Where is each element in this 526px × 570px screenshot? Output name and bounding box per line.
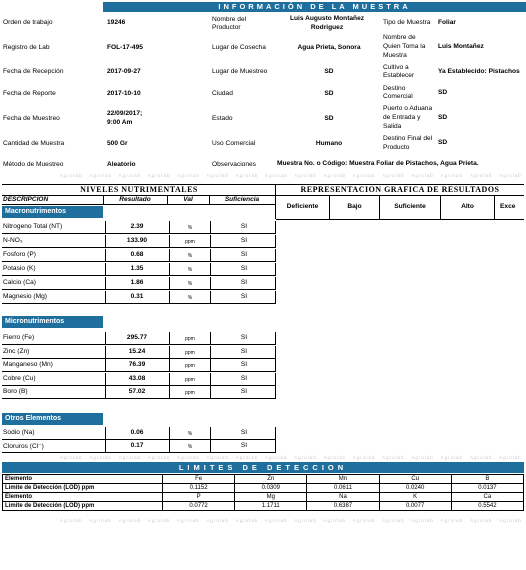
lod-cell: 0.0137 [451,484,523,493]
nutrient-unit: % [187,444,193,450]
lod-cell: 1.1711 [235,502,307,511]
cantidad-value: 500 Gr [107,140,128,147]
puerto-value: SD [438,114,448,121]
productor-value-2: Rodriguez [310,24,344,31]
productor-label-2: Productor [212,24,241,31]
nutrient-name: Fierro (Fe) [3,334,35,341]
lod-cell: 0.0309 [235,484,307,493]
puerto-label-1: Puerto o Aduana [383,105,433,112]
recepcion-value: 2017-09-27 [107,68,141,75]
element-cell: Mg [235,493,307,502]
nutrient-name: Fosforo (P) [3,251,36,258]
element-cell: Fe [163,475,235,484]
element-cell: B [451,475,523,484]
registro-label: Registro de Lab [3,44,50,51]
watermark-row: Agrolab Agrolab Agrolab Agrolab Agrolab Agrolab Agrolab Agrolab Agrolab Agrolab Agrolab Agrolab Agrolab Agrolab Agrolab Agrolab [60,455,522,460]
nutrient-name: Zinc (Zn) [3,347,30,355]
nutrient-name: Manganeso (Mn) [3,361,53,368]
quien-value: Luis Montañez [438,43,484,50]
recepcion-label: Fecha de Recepción [3,68,64,75]
elemento-header: Elemento [3,493,163,502]
cosecha-label: Lugar de Cosecha [212,44,266,51]
uso-value: Humano [315,140,343,147]
uso-label: Uso Comercial [212,140,256,147]
orden-label: Orden de trabajo [3,19,53,26]
lod-cell: 0.5542 [451,502,523,511]
table-row [3,502,524,511]
productor-label-1: Nombre del [212,16,247,23]
cantidad-label: Cantidad de Muestra [3,140,65,147]
lod-header: Limite de Detección (LOD) ppm [3,484,163,493]
quien-label-3: Muestra [383,52,407,59]
info-header: INFORMACIÓN DE LA MUESTRA [103,2,526,12]
element-cell: Cu [379,475,451,484]
destino-label-1: Destino [383,85,406,92]
nutrient-unit: % [187,267,193,273]
limites-title: LIMITES DE DETECCION [2,462,524,473]
cultivo-label-1: Cultivo a [383,64,409,71]
table-row [2,222,276,234]
destino-label-2: Comercial [383,93,413,100]
nutrient-unit: ppm [185,336,195,342]
grafica-col-alto: Alto [461,203,474,210]
estado-label: Estado [212,115,233,122]
col-resultado: Resultado [119,196,151,203]
nutrient-unit: % [187,225,193,231]
nutrient-unit: % [187,295,193,301]
nutrient-suficiencia: SI [240,251,248,258]
nutrient-name: Magnesio (Mg) [3,293,47,300]
final-value: SD [438,139,448,146]
nutrient-unit: % [187,253,193,259]
lod-cell: 0.0077 [379,502,451,511]
macro-section-title: Macronutrimentos [2,206,103,218]
element-cell: K [379,493,451,502]
nutrient-name: Cobre (Cu) [3,374,36,382]
reporte-label: Fecha de Reporte [3,90,56,97]
element-cell: Mn [307,475,379,484]
grafica-col-exceso: Exce [500,203,516,210]
table-row [3,484,524,493]
col-suficiencia: Suficiencia [224,196,260,203]
muestreo-value-1: 22/09/2017; [107,110,143,117]
final-label-2: Producto [383,144,410,151]
final-label-1: Destino Final del [383,135,433,142]
grafica-col-deficiente: Deficiente [286,203,319,210]
watermark-row: Agrolab Agrolab Agrolab Agrolab Agrolab Agrolab Agrolab Agrolab Agrolab Agrolab Agrolab Agrolab Agrolab Agrolab Agrolab Agrolab [60,518,522,523]
table-row [2,278,276,290]
cultivo-label-2: Establecer [383,72,415,79]
quien-label-1: Nombre de [383,34,416,41]
nutrient-result: 1.86 [130,279,144,286]
nutrient-suficiencia: SI [240,374,248,382]
ciudad-label: Ciudad [212,90,233,97]
element-cell: P [163,493,235,502]
lod-header: Limite de Detección (LOD) ppm [3,502,163,511]
grafica-title: REPRESENTACION GRAFICA DE RESULTADOS [300,185,500,194]
nutrient-name: Cloruros (Cl⁻) [3,443,44,450]
nutrient-name: Boro (B) [3,388,28,395]
registro-value: FOL-17-495 [107,44,143,51]
nutrient-suficiencia: SI [240,265,248,272]
estado-value: SD [324,115,334,122]
nutrient-suficiencia: SI [240,223,248,230]
element-cell: Zn [235,475,307,484]
nutrient-result: 1.35 [130,265,144,272]
nutrient-suficiencia: SI [240,429,248,436]
table-row [3,475,524,484]
nutrient-name: Nitrogeno Total (NT) [3,223,63,230]
ciudad-value: SD [324,90,334,97]
table-row [2,360,276,372]
nutrient-suficiencia: SI [240,347,248,355]
table-row [2,292,276,304]
nutrient-suficiencia: SI [240,442,248,449]
nutrient-result: 43.08 [128,374,146,382]
otros-section-title: Otros Elementos [2,413,103,425]
muestreo-label: Fecha de Muestreo [3,115,60,122]
lod-cell: 0.1152 [163,484,235,493]
destino-value: SD [438,89,448,96]
element-cell: Na [307,493,379,502]
watermark-row: Agrolab Agrolab Agrolab Agrolab Agrolab Agrolab Agrolab Agrolab Agrolab Agrolab Agrolab Agrolab Agrolab Agrolab Agrolab Agrolab [60,173,522,178]
nutrient-suficiencia: SI [240,293,248,300]
observaciones-value: Muestra No. o Código: Muestra Foliar de Pistachos, Agua Prieta. [277,160,479,167]
nutrient-name: Potasio (K) [3,265,36,272]
col-descripcion: DESCRIPCION [3,196,49,203]
limites-table [2,474,524,511]
cultivo-value: Ya Establecido: Pistachos [438,68,520,75]
nutrient-result: 0.06 [130,429,144,436]
lod-cell: 0.0611 [307,484,379,493]
muestreo-value-2: 9:00 Am [107,119,133,126]
micro-section-title: Micronutrimentos [2,316,103,328]
lod-cell: 0.0240 [379,484,451,493]
table-row [2,333,276,345]
nutrient-result: 57.02 [128,388,146,395]
nutrient-result: 295.77 [126,334,148,341]
elemento-header: Elemento [3,475,163,484]
nutrient-name: N-NO₃ [3,237,23,244]
grafica-col-bajo: Bajo [347,203,362,210]
nutrient-result: 0.31 [130,293,144,300]
lod-cell: 0.6387 [307,502,379,511]
lod-cell: 0.0772 [163,502,235,511]
nutrient-name: Sodio (Na) [3,429,35,436]
nutrient-suficiencia: SI [240,388,248,395]
productor-value-1: Luis Augusto Montañez [289,15,365,22]
element-cell: Ca [451,493,523,502]
tipo-value: Foliar [438,19,456,26]
table-row [2,264,276,276]
nutrient-result: 133.90 [126,237,148,244]
table-row [3,493,524,502]
reporte-value: 2017-10-10 [107,90,141,97]
metodo-label: Método de Muestreo [3,161,64,168]
table-row [2,347,276,359]
table-row [2,236,276,248]
nutrient-unit: ppm [185,349,195,356]
nutrient-unit: ppm [185,390,195,396]
nutrient-result: 0.68 [130,251,144,258]
table-row [2,387,276,399]
tipo-label: Tipo de Muestra [383,19,431,26]
nutrient-result: 0.17 [130,442,144,449]
nutrient-suficiencia: SI [240,361,248,368]
puerto-label-2: de Entrada y [383,114,421,121]
nutrient-result: 76.39 [128,361,146,368]
nutrient-unit: % [187,431,193,437]
quien-label-2: Quien Toma la [383,43,426,50]
nutrient-unit: ppm [185,239,195,245]
table-row [2,441,276,453]
nutrient-unit: ppm [185,363,195,369]
puerto-label-3: Salida [383,123,402,130]
nutrient-suficiencia: SI [240,334,248,341]
table-row [2,428,276,440]
observaciones-label: Observaciones [212,161,256,168]
cosecha-value: Agua Prieta, Sonora [297,44,361,51]
lugar-muestreo-value: SD [324,68,334,75]
orden-value: 19246 [107,19,126,26]
metodo-value: Aleatorio [107,161,136,168]
col-val: Val [183,196,193,203]
nutrient-result: 2.39 [130,223,144,230]
lugar-muestreo-label: Lugar de Muestreo [212,68,268,75]
nutrient-name: Calcio (Ca) [3,279,36,286]
nutrient-unit: % [187,281,193,287]
nutrient-suficiencia: SI [240,237,248,244]
grafica-col-suficiente: Suficiente [394,203,426,210]
nutrient-result: 15.24 [128,347,146,355]
table-row [2,374,276,386]
niveles-title: NIVELES NUTRIMENTALES [80,185,198,194]
nutrient-suficiencia: SI [240,279,248,286]
nutrient-unit: ppm [185,376,195,383]
table-row [2,250,276,262]
